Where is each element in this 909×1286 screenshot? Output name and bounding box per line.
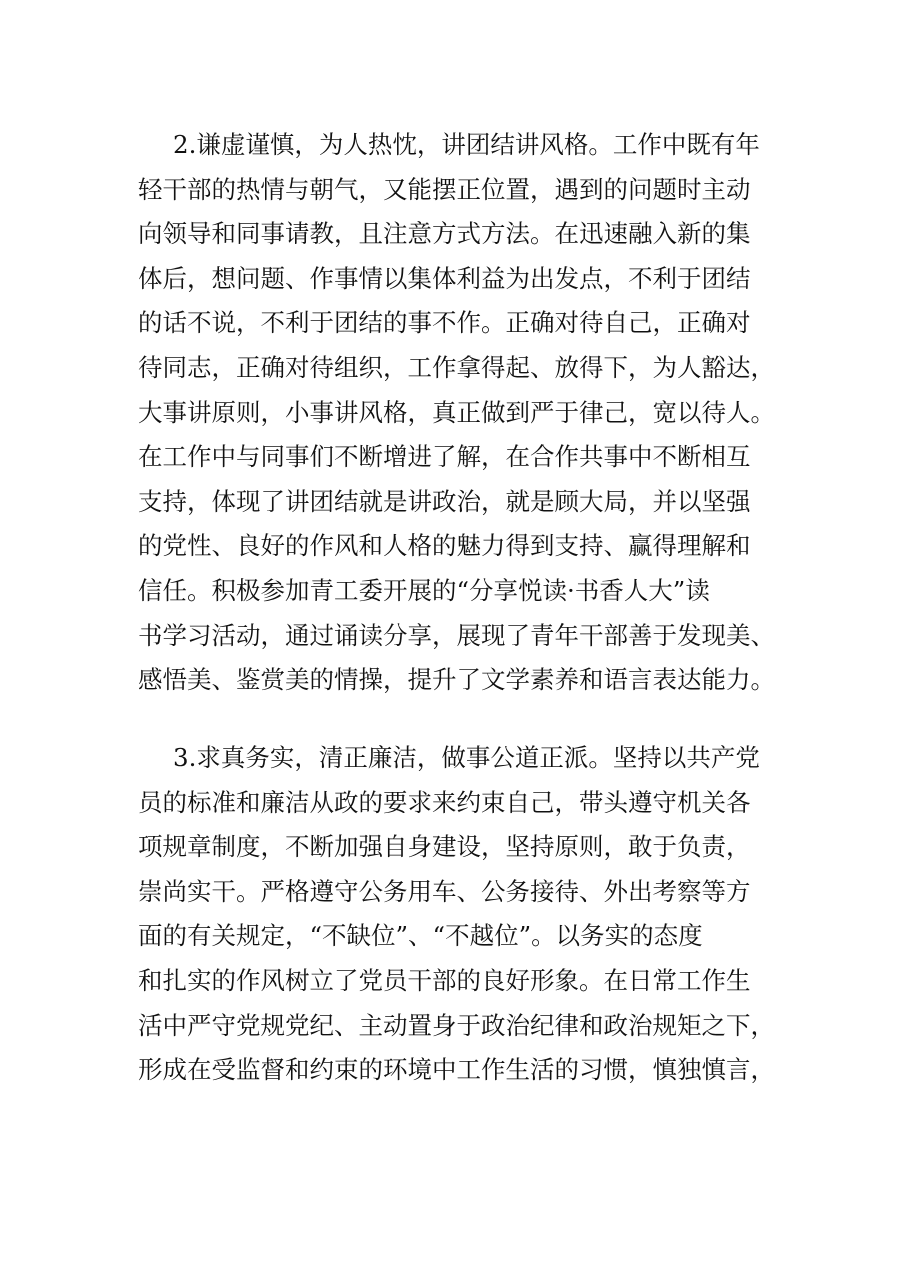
paragraph-line: 感悟美、鉴赏美的情操，提升了文学素养和语言表达能力。 — [138, 665, 775, 695]
paragraph-line: 面的有关规定，“不缺位”、“不越位”。以务实的态度 — [138, 921, 703, 951]
paragraph-line: 体后，想问题、作事情以集体利益为出发点，不利于团结 — [138, 263, 751, 293]
paragraph-line: 书学习活动，通过诵读分享，展现了青年干部善于发现美、 — [138, 620, 775, 650]
paragraph-line: 崇尚实干。严格遵守公务用车、公务接待、外出考察等方 — [138, 876, 751, 906]
paragraph-line: 形成在受监督和约束的环境中工作生活的习惯，慎独慎言， — [138, 1055, 775, 1085]
paragraph-line: 2.谦虚谨慎，为人热忱，讲团结讲风格。工作中既有年 — [173, 130, 760, 159]
paragraph-line: 在工作中与同事们不断增进了解，在合作共事中不断相互 — [138, 442, 751, 472]
paragraph-line: 3.求真务实，清正廉洁，做事公道正派。坚持以共产党 — [173, 743, 760, 772]
paragraph-line: 支持，体现了讲团结就是讲政治，就是顾大局，并以坚强 — [138, 486, 751, 516]
paragraph-line: 的话不说，不利于团结的事不作。正确对待自己，正确对 — [138, 308, 751, 338]
paragraph-line: 项规章制度，不断加强自身建设，坚持原则，敢于负责， — [138, 832, 751, 862]
paragraph-line: 员的标准和廉洁从政的要求来约束自己，带头遵守机关各 — [138, 787, 751, 817]
paragraph-line: 轻干部的热情与朝气，又能摆正位置，遇到的问题时主动 — [138, 174, 751, 204]
paragraph-line: 待同志，正确对待组织，工作拿得起、放得下，为人豁达， — [138, 352, 775, 382]
paragraph-line: 信任。积极参加青工委开展的“分享悦读·书香人大”读 — [138, 575, 710, 605]
paragraph-line: 和扎实的作风树立了党员干部的良好形象。在日常工作生 — [138, 965, 751, 995]
paragraph-3 — [138, 736, 778, 1093]
paragraph-2 — [138, 123, 778, 703]
paragraph-line: 向领导和同事请教，且注意方式方法。在迅速融入新的集 — [138, 219, 751, 249]
paragraph-line: 大事讲原则，小事讲风格，真正做到严于律己，宽以待人。 — [138, 397, 775, 427]
paragraph-line: 活中严守党规党纪、主动置身于政治纪律和政治规矩之下， — [138, 1010, 775, 1040]
paragraph-line: 的党性、良好的作风和人格的魅力得到支持、赢得理解和 — [138, 531, 751, 561]
